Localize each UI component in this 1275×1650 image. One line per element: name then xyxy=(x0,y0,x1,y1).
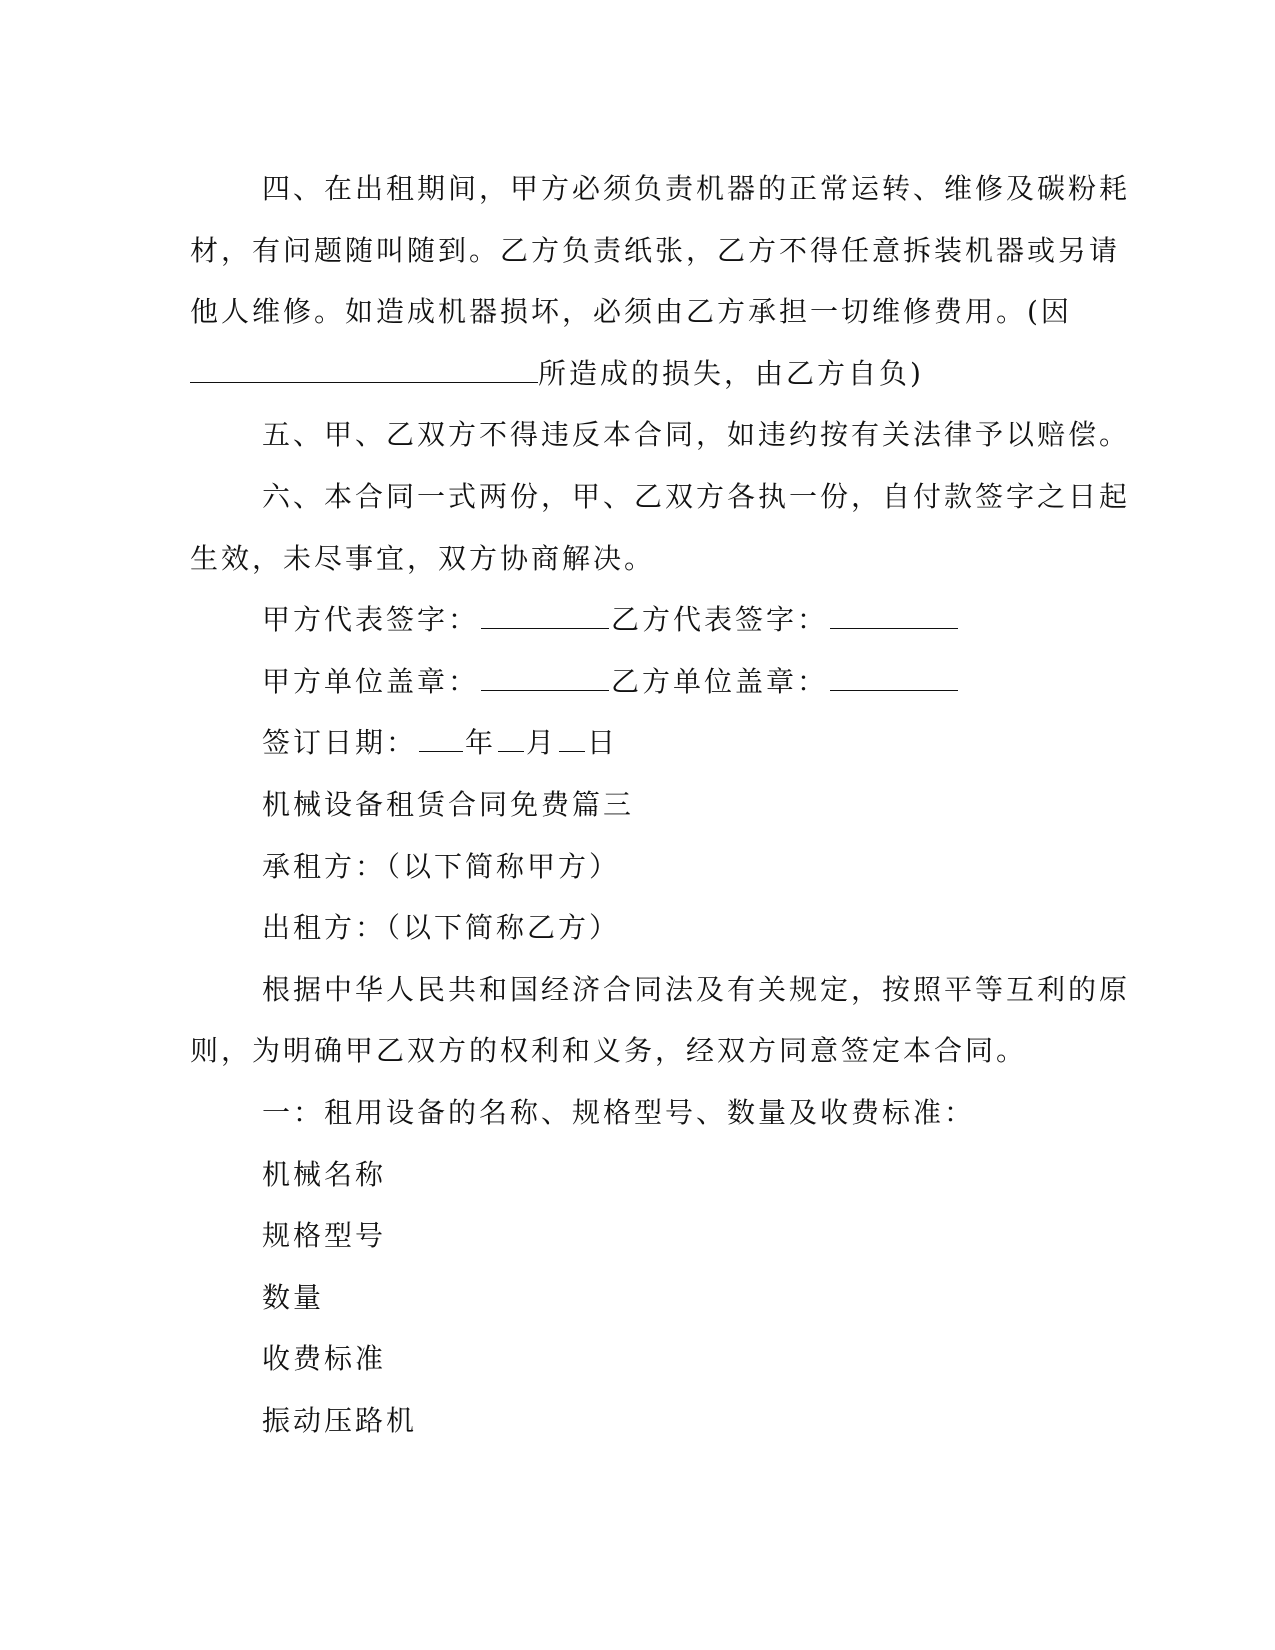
field-fee-standard: 收费标准 xyxy=(262,1342,387,1376)
clause-4-line-4 xyxy=(190,343,1080,405)
party-b-seal-blank xyxy=(830,651,958,691)
intro-line-1: 根据中华人民共和国经济合同法及有关规定，按照平等互利的原 xyxy=(262,972,1131,1006)
day-label: 日 xyxy=(587,726,619,760)
field-machine-name: 机械名称 xyxy=(262,1157,387,1191)
month-blank xyxy=(498,712,524,752)
party-a-seal-label: 甲方单位盖章： xyxy=(262,664,480,698)
field-quantity: 数量 xyxy=(262,1280,325,1314)
year-label: 年 xyxy=(465,726,497,760)
month-label: 月 xyxy=(526,726,558,760)
date-label: 签订日期： xyxy=(262,726,418,760)
clause-4-line-3: 他人维修。如造成机器损坏，必须由乙方承担一切维修费用。(因 xyxy=(190,295,1072,329)
lessor-line: 出租方：（以下简称乙方） xyxy=(262,911,621,945)
party-a-seal-blank xyxy=(481,651,609,691)
year-blank xyxy=(419,712,463,752)
document-body xyxy=(190,158,1131,1451)
date-row xyxy=(190,712,1080,774)
party-b-sign-label: 乙方代表签字： xyxy=(611,603,829,637)
signature-row xyxy=(190,589,1080,651)
day-blank xyxy=(559,712,585,752)
party-a-sign-label: 甲方代表签字： xyxy=(262,603,480,637)
clause-4-line-4-text: 所造成的损失，由乙方自负) xyxy=(538,356,924,390)
cause-blank-line xyxy=(190,343,538,383)
intro-line-2: 则，为明确甲乙双方的权利和义务，经双方同意签定本合同。 xyxy=(190,1034,1028,1068)
item-1-heading: 一：租用设备的名称、规格型号、数量及收费标准： xyxy=(262,1095,976,1129)
section-3-title: 机械设备租赁合同免费篇三 xyxy=(262,787,635,821)
clause-6-line-1: 六、本合同一式两份，甲、乙双方各执一份，自付款签字之日起 xyxy=(262,479,1131,513)
clause-4-line-2: 材，有问题随叫随到。乙方负责纸张，乙方不得任意拆装机器或另请 xyxy=(190,233,1121,267)
field-vibratory-roller: 振动压路机 xyxy=(262,1403,418,1437)
party-b-seal-label: 乙方单位盖章： xyxy=(611,664,829,698)
seal-row xyxy=(190,651,1080,713)
field-spec-model: 规格型号 xyxy=(262,1219,387,1253)
lessee-line: 承租方：（以下简称甲方） xyxy=(262,849,621,883)
party-a-sign-blank xyxy=(481,589,609,629)
party-b-sign-blank xyxy=(830,589,958,629)
clause-5: 五、甲、乙双方不得违反本合同，如违约按有关法律予以赔偿。 xyxy=(262,418,1131,452)
clause-6-line-2: 生效，未尽事宜，双方协商解决。 xyxy=(190,541,656,575)
clause-4-line-1: 四、在出租期间，甲方必须负责机器的正常运转、维修及碳粉耗 xyxy=(262,172,1131,205)
